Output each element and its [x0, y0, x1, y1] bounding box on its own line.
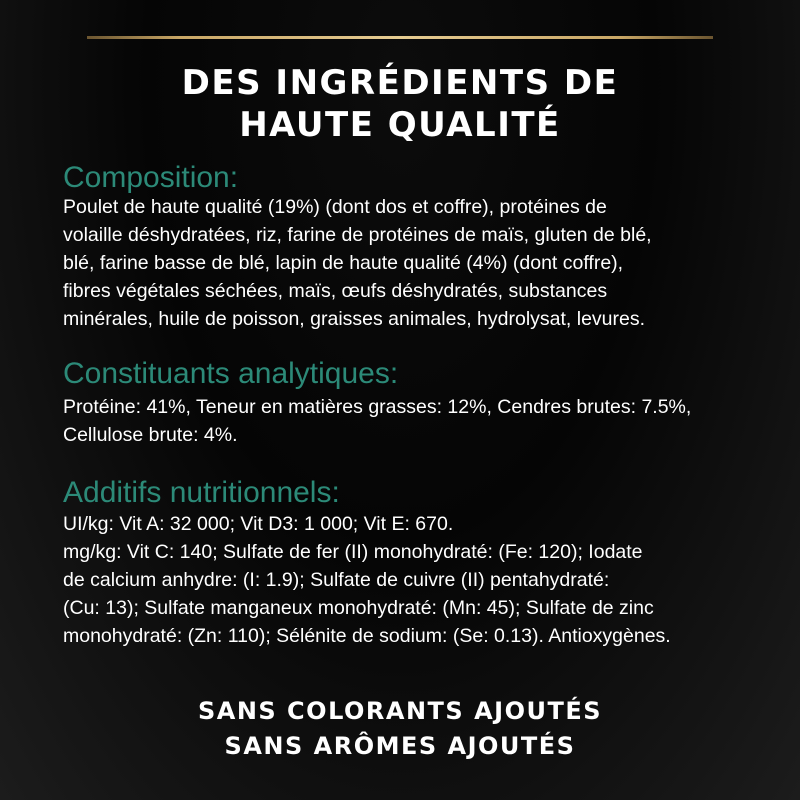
nutritional-additives-text: [63, 510, 783, 650]
page-title-line-1: DES INGRÉDIENTS DE: [181, 63, 619, 103]
composition-line: volaille déshydratées, riz, farine de protéines de maïs, gluten de blé,: [63, 224, 652, 246]
page-title-line-2: HAUTE QUALITÉ: [239, 105, 561, 145]
nutritional-additives-heading: Additifs nutritionnels:: [63, 476, 340, 509]
composition-line: fibres végétales séchées, maïs, œufs déshydratés, substances: [63, 280, 608, 302]
composition-line: blé, farine basse de blé, lapin de haute qualité (4%) (dont coffre),: [63, 252, 624, 274]
additives-line: monohydraté: (Zn: 110); Sélénite de sodium: (Se: 0.13). Antioxygènes.: [63, 625, 671, 647]
analytical-line: Cellulose brute: 4%.: [63, 424, 238, 446]
additives-line: de calcium anhydre: (I: 1.9); Sulfate de cuivre (II) pentahydraté:: [63, 569, 610, 591]
analytical-line: Protéine: 41%, Teneur en matières grasses: 12%, Cendres brutes: 7.5%,: [63, 396, 692, 418]
composition-heading: Composition:: [63, 161, 239, 194]
composition-text: [63, 193, 783, 333]
composition-line: minérales, huile de poisson, graisses animales, hydrolysat, levures.: [63, 308, 646, 330]
additives-line: UI/kg: Vit A: 32 000; Vit D3: 1 000; Vit E: 670.: [63, 513, 454, 535]
composition-line: Poulet de haute qualité (19%) (dont dos et coffre), protéines de: [63, 196, 607, 218]
gold-divider: [87, 36, 713, 39]
additives-line: mg/kg: Vit C: 140; Sulfate de fer (II) monohydraté: (Fe: 120); Iodate: [63, 541, 643, 563]
footer-claims: [100, 694, 700, 764]
additives-line: (Cu: 13); Sulfate manganeux monohydraté: (Mn: 45); Sulfate de zinc: [63, 597, 654, 619]
analytical-constituents-heading: Constituants analytiques:: [63, 357, 399, 390]
no-colorants-claim: SANS COLORANTS AJOUTÉS: [197, 697, 603, 725]
no-flavours-claim: SANS ARÔMES AJOUTÉS: [224, 732, 576, 760]
page-title: [100, 62, 700, 146]
analytical-constituents-text: [63, 393, 783, 449]
